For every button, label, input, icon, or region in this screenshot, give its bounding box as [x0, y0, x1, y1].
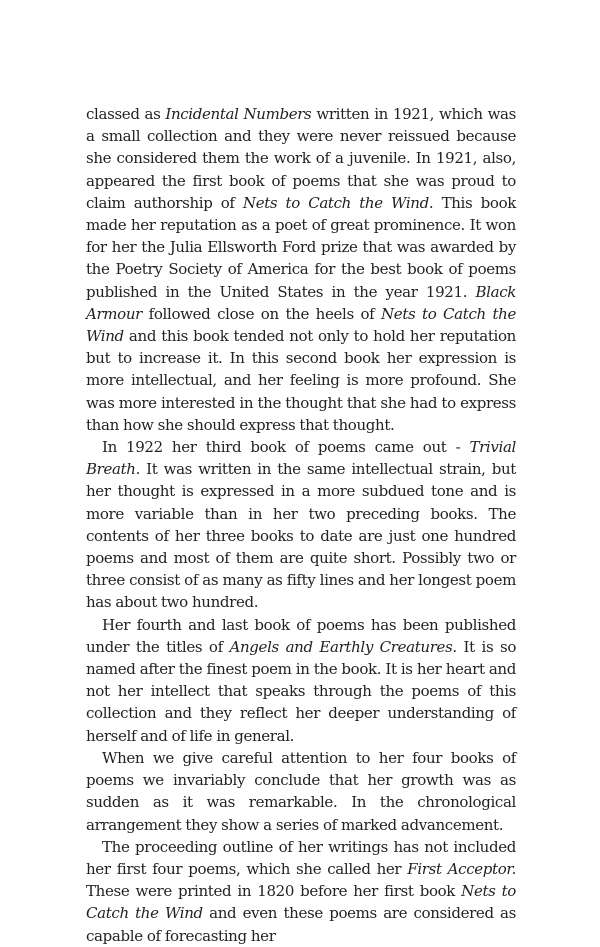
text-run: Her fourth and last book of poems has been published under the titles of [86, 615, 516, 656]
paragraph-4 [86, 747, 516, 836]
book-title: First Acceptor. [407, 859, 516, 878]
text-run: It was written in the same intellectual strain, but her thought is expressed in a more subdued tone and is more variable than in her two preceding books. The contents of her three books to date are just one hundred poems and most of them are quite short. Possibly two or three consist of as many as fifty lines and her longest poem has about two hundred. [86, 460, 516, 612]
text-run: classed as [86, 105, 166, 123]
book-title: Nets to Catch the Wind [86, 882, 516, 923]
paragraph-3 [86, 614, 516, 747]
text-run: When we give careful attention to her four books of poems we invariably conclude that her growth was as sudden as it was remarkable. In the chronological arrangement they show a series of marked advancement. [86, 748, 516, 834]
paragraph-5 [86, 836, 516, 947]
book-title: Nets to Catch the Wind [242, 193, 429, 212]
text-run: and even these poems are considered as capable of forecasting her [86, 904, 517, 945]
text-run: written in 1921, which was a small collection and they were never reissued because she considered them the work of a juvenile. In 1921, also, appeared the first book of poems that she was proud to claim authorship of [86, 105, 516, 212]
text-run: These were printed in 1820 before her first book [86, 882, 462, 901]
book-title: Angels and Earthly Creatures. [229, 637, 457, 656]
text-run: In 1922 her third book of poems came out - [102, 438, 470, 457]
text-run: It is so named after the finest poem in the book. It is her heart and not her intellect that speaks through the poems of this collection and they reflect her deeper understanding of herself and of life in general. [86, 637, 517, 745]
book-title: Black Armour [86, 282, 516, 323]
text-run: followed close on the heels of [142, 304, 382, 323]
text-run: and this book tended not only to hold her reputation but to increase it. In this second book her expression is more intellectual, and her feeling is more profound. She was more interested in the thought that she had to express than how she should express that thought. [86, 327, 516, 434]
paragraph-1 [86, 103, 516, 436]
paragraph-2 [86, 436, 516, 614]
text-run: The proceeding outline of her writings has not included her first four poems, which she called her [86, 837, 516, 878]
page-body [86, 103, 516, 947]
book-title: Nets to Catch the Wind [86, 304, 517, 346]
book-title: Incidental Numbers [165, 105, 312, 123]
book-title: Trivial Breath. [86, 438, 516, 479]
text-run: . This book made her reputation as a poet of great prominence. It won for her the Julia Ellsworth Ford prize that was awarded by the Poetry Society of America for the best book of poems published in the United States in the year 1921. [86, 193, 516, 301]
